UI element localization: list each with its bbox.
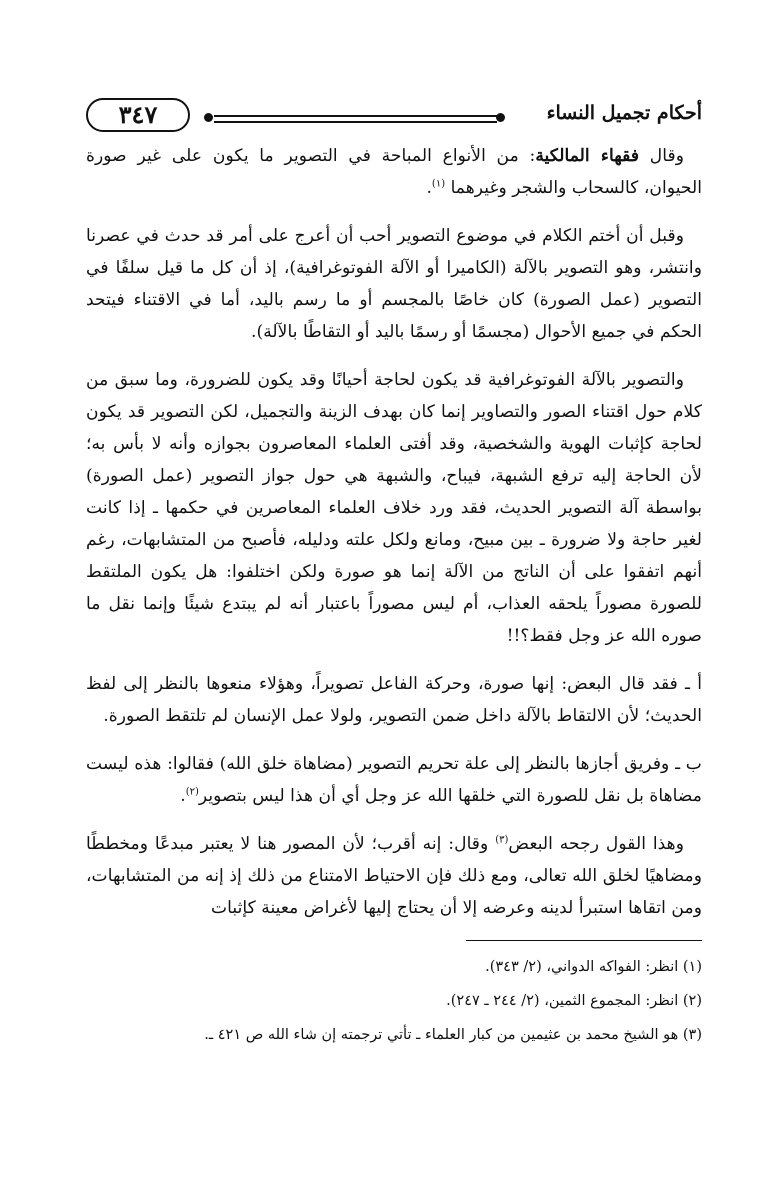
bold-term: فقهاء المالكية — [535, 146, 640, 166]
header-dot-icon — [204, 113, 213, 122]
paragraph-text: وقال: إنه أقرب؛ لأن المصور هنا لا يعتبر مبدعًا ومخططًا ومضاهيًا لخلق الله تعالى، ومع ذلك فإن الاحتياط الامتناع من ذلك إذ إنه من المتشابهات، ومن اتقاها استبرأ لدينه وعرضه إلا أن يحتاج إليها لأغراض معينة كإثبات — [86, 834, 702, 918]
header-dot-icon — [496, 113, 505, 122]
page-number: ٣٤٧ — [86, 98, 190, 132]
footnote-ref: (١) — [431, 178, 446, 190]
paragraph-photography: والتصوير بالآلة الفوتوغرافية قد يكون لحاجة أحيانًا وقد يكون للضرورة، وما سبق من كلام حول اقتناء الصور والتصاوير إنما كان بهدف الزينة والتجميل، لكن التصوير قد يكون لحاجة كإثبات الهوية والشخصية، وقد أفتى العلماء المعاصرون بجوازه وأنه لا بأس به؛ لأن الحاجة إليه ترفع الشبهة، فيباح، والشبهة هي حول جواز التصوير (عمل الصورة) بواسطة آلة التصوير الحديث، فقد ورد خلاف العلماء المعاصرين في حكمها ـ إذا كانت لغير حاجة ولا ضرورة ـ بين مبيح، ومانع ولكل علته ودليله، فأصبح من المتشابهات، رغم أنهم اتفقوا على أن الناتج من الآلة إنما هو صورة ولكن اختلفوا: هل يكون الملتقط للصورة مصوراً يلحقه العذاب، أم ليس مصوراً باعتبار أنه لم يبتدع شيئًا وإنما نقل ما صوره الله عز وجل فقط؟!! — [86, 370, 702, 646]
document-page — [86, 98, 702, 1057]
paragraph-preferred-view — [86, 828, 702, 924]
footnote-3: (٣) هو الشيخ محمد بن عثيمين من كبار العلماء ـ تأتي ترجمته إن شاء الله ص ٤٢١ ـ. — [204, 1027, 702, 1043]
paragraph-text: : من الأنواع المباحة في التصوير ما يكون على غير صورة الحيوان، كالسحاب والشجر وغيرهما — [86, 146, 702, 198]
paragraph-maliki — [86, 140, 702, 204]
header-rule — [214, 115, 497, 123]
paragraph-lead: وقال — [649, 146, 685, 166]
paragraph-opinion-a: أ ـ فقد قال البعض: إنها صورة، وحركة الفاعل تصويراً، وهؤلاء منعوها بالنظر إلى لفظ الحديث؛ لأن الالتقاط بالآلة داخل ضمن التصوير، ولولا عمل الإنسان لم تلتقط الصورة. — [86, 674, 702, 726]
running-title: أحكام تجميل النساء — [546, 102, 702, 124]
paragraph-end: . — [426, 178, 432, 198]
footnote-2: (٢) انظر: المجموع الثمين، (٢/ ٢٤٤ ـ ٢٤٧). — [446, 993, 702, 1009]
paragraph-text: ب ـ وفريق أجازها بالنظر إلى علة تحريم التصوير (مضاهاة خلق الله) فقالوا: هذه ليست مضاهاة بل نقل للصورة التي خلقها الله عز وجل أي أن هذا ليس بتصوير — [86, 754, 702, 806]
paragraph-end: . — [180, 786, 186, 806]
footnote-separator — [466, 940, 702, 941]
footnote-ref: (٣) — [495, 834, 509, 846]
paragraph-opinion-b — [86, 748, 702, 812]
paragraph-camera-intro: وقبل أن أختم الكلام في موضوع التصوير أحب أن أعرج على أمر قد حدث في عصرنا وانتشر، وهو التصوير بالآلة (الكاميرا أو الآلة الفوتوغرافية)، إذ أن كل ما قيل سلفًا في التصوير (عمل الصورة) كان خاصًا بالمجسم أو ما رسم باليد، أما في الاقتناء فيتحد الحكم في جميع الأحوال (مجسمًا أو رسمًا باليد أو التقاطًا بالآلة). — [86, 226, 702, 342]
page-header — [86, 98, 702, 140]
footnote-ref: (٢) — [185, 786, 199, 798]
paragraph-text: وهذا القول رجحه البعض — [508, 834, 684, 854]
footnote-1: (١) انظر: الفواكه الدواني، (٢/ ٣٤٣). — [485, 959, 702, 975]
